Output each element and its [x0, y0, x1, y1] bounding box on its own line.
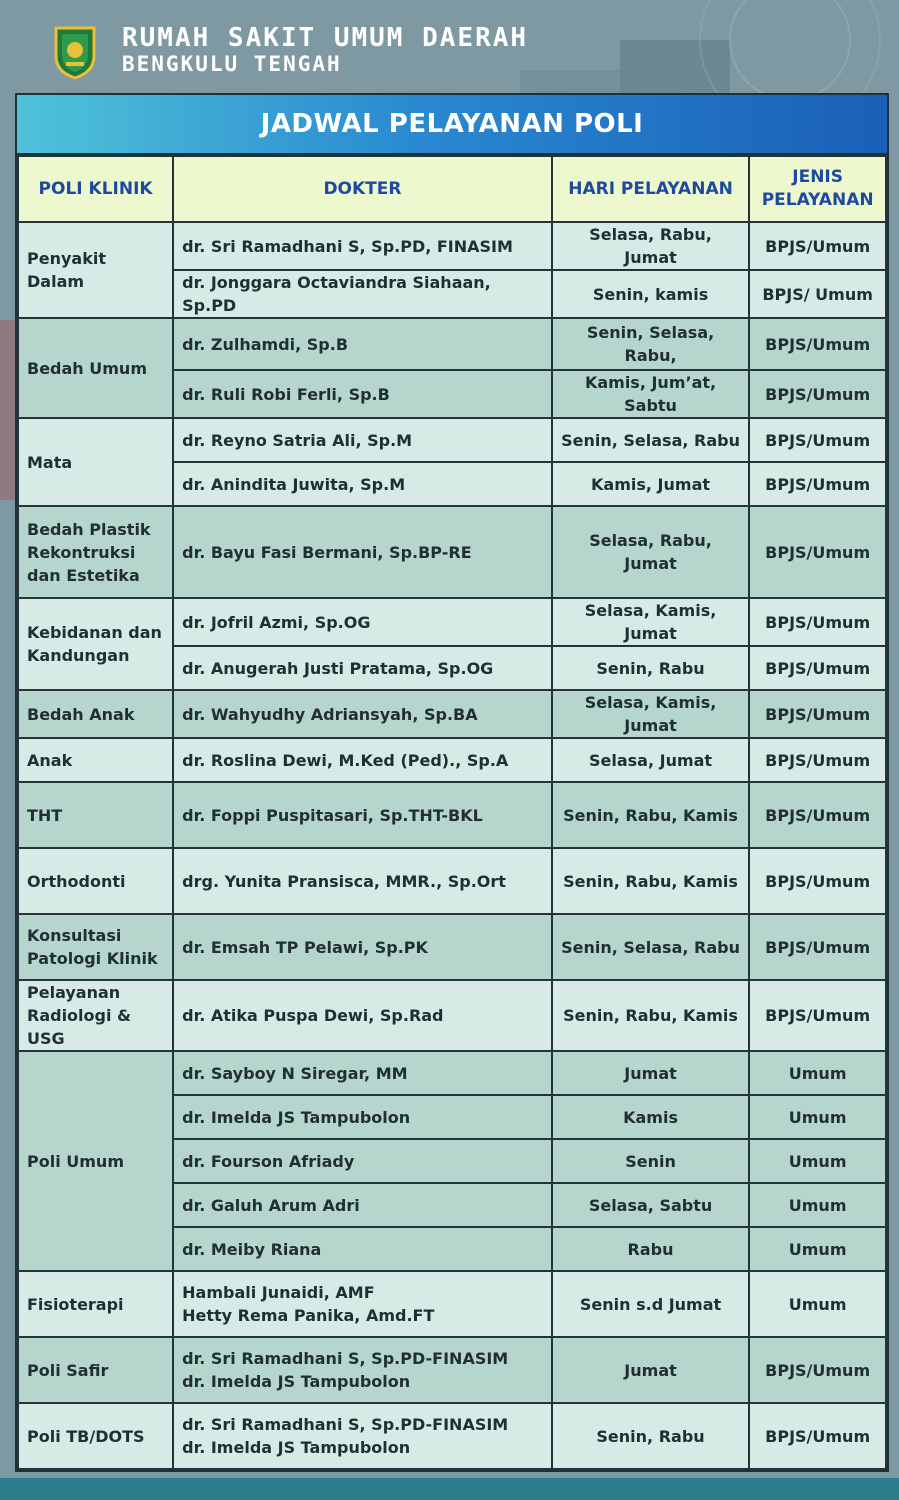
days-cell: Jumat [552, 1051, 749, 1095]
doctor-cell: dr. Anindita Juwita, Sp.M [173, 462, 552, 506]
doctor-cell: dr. Zulhamdi, Sp.B [173, 318, 552, 370]
poli-name-cell: Bedah Anak [18, 690, 173, 738]
days-cell: Senin [552, 1139, 749, 1183]
doctor-cell: Hambali Junaidi, AMF Hetty Rema Panika, Amd.FT [173, 1271, 552, 1337]
column-header-type: JENIS PELAYANAN [749, 156, 886, 222]
service-type-cell: BPJS/Umum [749, 506, 886, 598]
days-cell: Rabu [552, 1227, 749, 1271]
service-type-cell: BPJS/Umum [749, 1337, 886, 1403]
schedule-body [18, 222, 886, 1469]
poli-name-cell: Bedah Plastik Rekontruksi dan Estetika [18, 506, 173, 598]
poli-name-cell: Orthodonti [18, 848, 173, 914]
table-row [18, 1337, 886, 1403]
service-type-cell: BPJS/Umum [749, 646, 886, 690]
poli-name-cell: Poli Safir [18, 1337, 173, 1403]
doctor-cell: dr. Sri Ramadhani S, Sp.PD-FINASIM dr. Imelda JS Tampubolon [173, 1403, 552, 1469]
column-header-days: HARI PELAYANAN [552, 156, 749, 222]
days-cell: Selasa, Jumat [552, 738, 749, 782]
table-row [18, 318, 886, 370]
column-header-doctor: DOKTER [173, 156, 552, 222]
service-type-cell: BPJS/Umum [749, 318, 886, 370]
schedule-table [17, 155, 887, 1470]
days-cell: Senin, Rabu, Kamis [552, 782, 749, 848]
days-cell: Jumat [552, 1337, 749, 1403]
doctor-cell: dr. Sri Ramadhani S, Sp.PD-FINASIM dr. Imelda JS Tampubolon [173, 1337, 552, 1403]
days-cell: Senin, Rabu [552, 646, 749, 690]
doctor-cell: dr. Ruli Robi Ferli, Sp.B [173, 370, 552, 418]
days-cell: Selasa, Kamis, Jumat [552, 598, 749, 646]
poli-name-cell: Poli TB/DOTS [18, 1403, 173, 1469]
poli-name-cell: Penyakit Dalam [18, 222, 173, 318]
service-type-cell: BPJS/Umum [749, 980, 886, 1051]
service-type-cell: Umum [749, 1271, 886, 1337]
table-header-row [18, 156, 886, 222]
service-type-cell: Umum [749, 1051, 886, 1095]
poli-name-cell: Konsultasi Patologi Klinik [18, 914, 173, 980]
table-row [18, 506, 886, 598]
doctor-cell: dr. Roslina Dewi, M.Ked (Ped)., Sp.A [173, 738, 552, 782]
table-row [18, 222, 886, 270]
doctor-cell: dr. Sri Ramadhani S, Sp.PD, FINASIM [173, 222, 552, 270]
days-cell: Kamis, Jum’at, Sabtu [552, 370, 749, 418]
service-type-cell: BPJS/Umum [749, 418, 886, 462]
hospital-name: RUMAH SAKIT UMUM DAERAH [122, 23, 529, 53]
days-cell: Senin s.d Jumat [552, 1271, 749, 1337]
table-row [18, 782, 886, 848]
doctor-cell: dr. Imelda JS Tampubolon [173, 1095, 552, 1139]
days-cell: Senin, Rabu, Kamis [552, 980, 749, 1051]
table-row [18, 1271, 886, 1337]
doctor-cell: drg. Yunita Pransisca, MMR., Sp.Ort [173, 848, 552, 914]
service-type-cell: BPJS/Umum [749, 738, 886, 782]
days-cell: Senin, Selasa, Rabu, [552, 318, 749, 370]
service-type-cell: BPJS/Umum [749, 690, 886, 738]
service-type-cell: BPJS/Umum [749, 782, 886, 848]
poli-name-cell: Bedah Umum [18, 318, 173, 418]
poli-name-cell: THT [18, 782, 173, 848]
schedule-title: JADWAL PELAYANAN POLI [17, 95, 887, 155]
table-row [18, 848, 886, 914]
doctor-cell: dr. Bayu Fasi Bermani, Sp.BP-RE [173, 506, 552, 598]
days-cell: Senin, Rabu, Kamis [552, 848, 749, 914]
bottom-strip [0, 1478, 899, 1500]
table-row [18, 1403, 886, 1469]
days-cell: Selasa, Sabtu [552, 1183, 749, 1227]
service-type-cell: BPJS/Umum [749, 914, 886, 980]
poli-name-cell: Fisioterapi [18, 1271, 173, 1337]
doctor-cell: dr. Wahyudhy Adriansyah, Sp.BA [173, 690, 552, 738]
days-cell: Senin, kamis [552, 270, 749, 318]
doctor-cell: dr. Jofril Azmi, Sp.OG [173, 598, 552, 646]
doctor-cell: dr. Fourson Afriady [173, 1139, 552, 1183]
table-row [18, 598, 886, 646]
service-type-cell: BPJS/ Umum [749, 270, 886, 318]
table-row [18, 738, 886, 782]
service-type-cell: BPJS/Umum [749, 1403, 886, 1469]
doctor-cell: dr. Atika Puspa Dewi, Sp.Rad [173, 980, 552, 1051]
page-header [0, 0, 899, 92]
poli-name-cell: Pelayanan Radiologi & USG [18, 980, 173, 1051]
poli-name-cell: Kebidanan dan Kandungan [18, 598, 173, 690]
poli-name-cell: Poli Umum [18, 1051, 173, 1271]
doctor-cell: dr. Emsah TP Pelawi, Sp.PK [173, 914, 552, 980]
hospital-logo-icon [52, 22, 98, 80]
days-cell: Kamis [552, 1095, 749, 1139]
days-cell: Senin, Selasa, Rabu [552, 418, 749, 462]
service-type-cell: BPJS/Umum [749, 462, 886, 506]
doctor-cell: dr. Foppi Puspitasari, Sp.THT-BKL [173, 782, 552, 848]
doctor-cell: dr. Meiby Riana [173, 1227, 552, 1271]
table-row [18, 914, 886, 980]
poli-name-cell: Anak [18, 738, 173, 782]
doctor-cell: dr. Reyno Satria Ali, Sp.M [173, 418, 552, 462]
poli-name-cell: Mata [18, 418, 173, 506]
days-cell: Senin, Selasa, Rabu [552, 914, 749, 980]
days-cell: Selasa, Rabu, Jumat [552, 506, 749, 598]
doctor-cell: dr. Galuh Arum Adri [173, 1183, 552, 1227]
table-row [18, 690, 886, 738]
table-row [18, 980, 886, 1051]
days-cell: Senin, Rabu [552, 1403, 749, 1469]
service-type-cell: BPJS/Umum [749, 848, 886, 914]
table-row [18, 1051, 886, 1095]
doctor-cell: dr. Anugerah Justi Pratama, Sp.OG [173, 646, 552, 690]
table-row [18, 418, 886, 462]
service-type-cell: Umum [749, 1183, 886, 1227]
service-type-cell: Umum [749, 1139, 886, 1183]
service-type-cell: BPJS/Umum [749, 222, 886, 270]
days-cell: Selasa, Kamis, Jumat [552, 690, 749, 738]
service-type-cell: Umum [749, 1095, 886, 1139]
schedule-panel [15, 93, 889, 1472]
hospital-region: BENGKULU TENGAH [122, 52, 342, 76]
doctor-cell: dr. Jonggara Octaviandra Siahaan, Sp.PD [173, 270, 552, 318]
service-type-cell: BPJS/Umum [749, 370, 886, 418]
days-cell: Kamis, Jumat [552, 462, 749, 506]
days-cell: Selasa, Rabu, Jumat [552, 222, 749, 270]
service-type-cell: Umum [749, 1227, 886, 1271]
column-header-poli: POLI KLINIK [18, 156, 173, 222]
service-type-cell: BPJS/Umum [749, 598, 886, 646]
doctor-cell: dr. Sayboy N Siregar, MM [173, 1051, 552, 1095]
